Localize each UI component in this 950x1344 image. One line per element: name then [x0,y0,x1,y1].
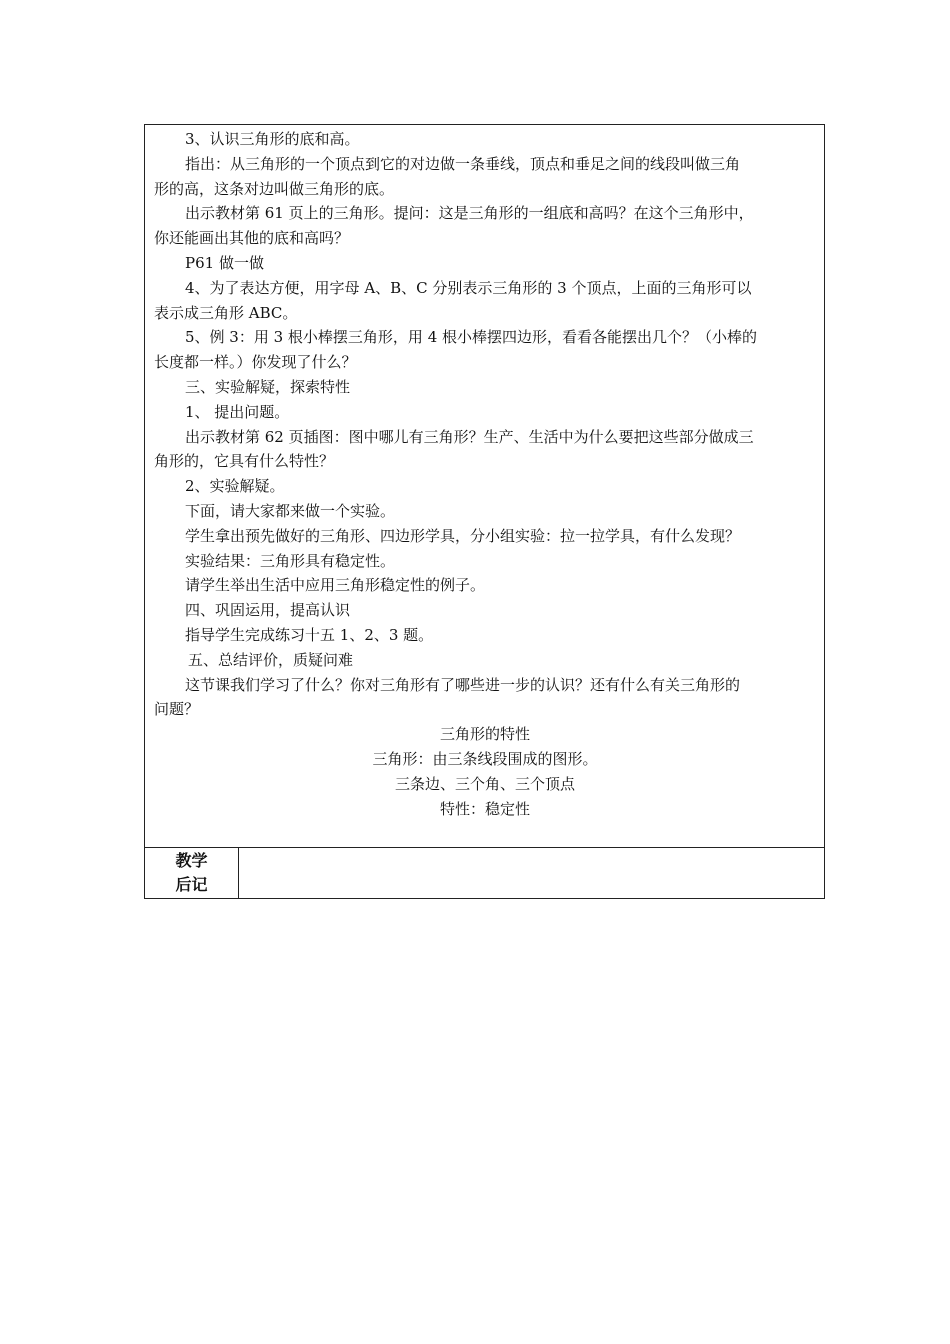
text-line: 出示教材第 61 页上的三角形。提问：这是三角形的一组底和高吗？在这个三角形中， [185,204,754,223]
text-line: 四、巩固运用，提高认识 [185,601,351,620]
text-line: 长度都一样。）你发现了什么？ [154,353,357,372]
teaching-notes-row [145,848,824,898]
text-line: 出示教材第 62 页插图：图中哪儿有三角形？生产、生活中为什么要把这些部分做成三 [185,427,754,446]
text-line: 角形的，它具有什么特性？ [154,452,335,471]
text-line: 这节课我们学习了什么？你对三角形有了哪些进一步的认识？还有什么有关三角形的 [185,675,741,694]
text-line: 三、实验解疑，探索特性 [185,377,351,396]
text-line: 形的高，这条对边叫做三角形的底。 [154,179,395,198]
text-line: 2、实验解疑。 [185,477,285,496]
text-line: 1、 提出问题。 [185,402,290,421]
text-line: 3、认识三角形的底和高。 [185,130,360,148]
text-line: 指出：从三角形的一个顶点到它的对边做一条垂线，顶点和垂足之间的线段叫做三角 [185,154,741,173]
text-line: 4、为了表达方便，用字母 A、B、C 分别表示三角形的 3 个顶点，上面的三角形可以 [185,278,752,297]
text-line: 问题？ [154,700,200,719]
teaching-notes-label [145,848,239,898]
text-line: 指导学生完成练习十五 1、2、3 题。 [185,625,434,644]
teaching-notes-label-line1: 教学 [175,851,208,870]
text-line: 三条边、三个角、三个顶点 [394,774,575,793]
teaching-notes-label-line2: 后记 [175,875,208,894]
text-line: 5、例 3：用 3 根小棒摆三角形，用 4 根小棒摆四边形，看看各能摆出几个？（小棒的 [185,328,758,347]
text-line: 实验结果：三角形具有稳定性。 [185,551,396,570]
lesson-plan-table [144,124,825,899]
text-line: P61 做一做 [185,253,264,272]
text-line: 请学生举出生活中应用三角形稳定性的例子。 [185,576,486,595]
text-line: 学生拿出预先做好的三角形、四边形学具，分小组实验：拉一拉学具，有什么发现？ [185,526,741,545]
teaching-notes-content [239,848,824,898]
text-line: 表示成三角形 ABC。 [154,303,298,322]
text-line: 你还能画出其他的底和高吗？ [154,229,350,248]
text-line: 三角形的特性 [439,725,530,744]
text-line: 下面，请大家都来做一个实验。 [185,501,396,520]
lesson-text-block [154,127,816,821]
text-line: 特性：稳定性 [439,799,530,818]
text-line: 三角形：由三条线段围成的图形。 [372,749,598,768]
text-line: 五、总结评价，质疑问难 [188,650,354,669]
lesson-content-cell [145,125,824,848]
